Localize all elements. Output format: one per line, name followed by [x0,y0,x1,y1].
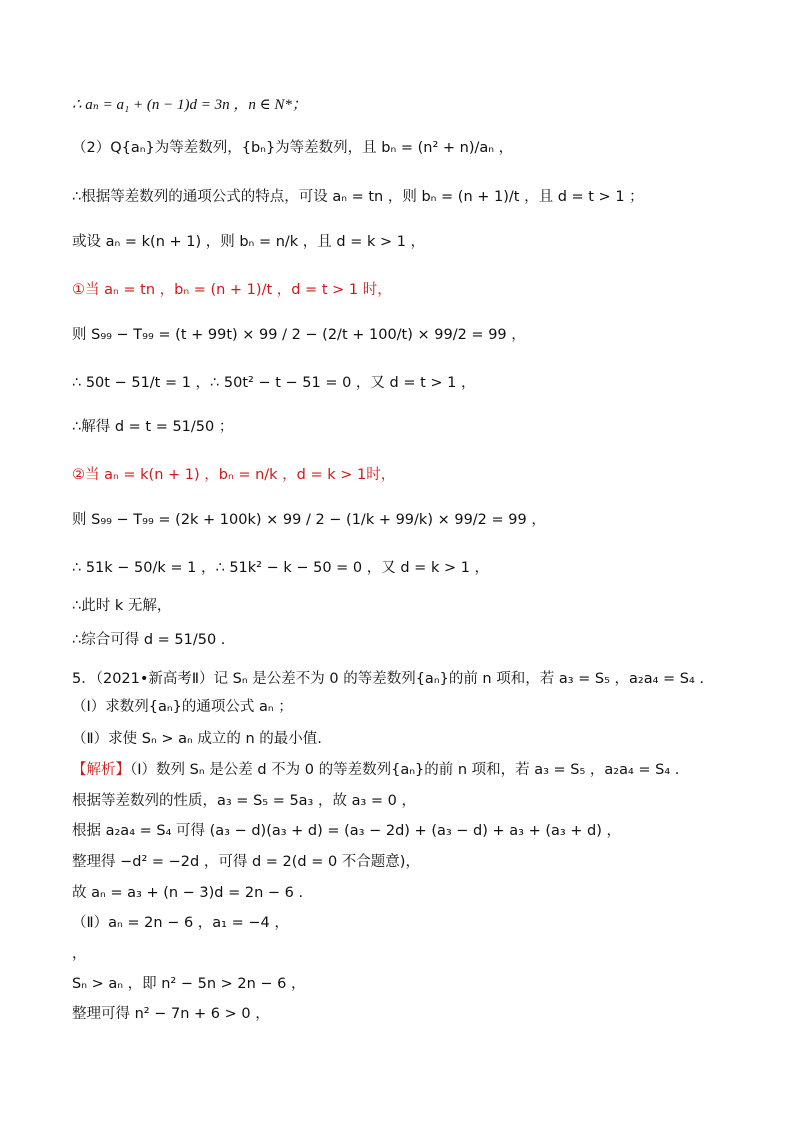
line-case2-no-solution: ∴此时 k 无解， [72,598,172,614]
line-assume-an-tn: ∴根据等差数列的通项公式的特点，可设 aₙ = tn ，则 bₙ = (n + 1)/t ，且 d = t > 1 ； [72,189,644,205]
line-case1-equation: ∴ 50t − 51/t = 1 ，∴ 50t² − t − 51 = 0 ，又 d = t > 1 ， [72,375,476,391]
line-comma: ， [72,946,87,962]
line-an-formula: ∴ aₙ = a₁ + (n − 1)d = 3n ，n ∈ N*； [72,97,307,113]
line-part2-an: （Ⅱ）aₙ = 2n − 6 ，a₁ = −4 ， [72,915,289,931]
line-a2a4-equation: 根据 a₂a₄ = S₄ 可得 (a₃ − d)(a₃ + d) = (a₃ − 2d) + (a₃ − d) + a₃ + (a₃ + d) ， [72,823,622,839]
line-sn-gt-an: Sₙ > aₙ ，即 n² − 5n > 2n − 6 ， [72,976,306,992]
line-case1-result: ∴解得 d = t = 51/50 ； [72,419,234,435]
line-question5-part1: （Ⅰ）求数列{aₙ}的通项公式 aₙ ； [72,699,293,715]
line-case2-equation: ∴ 51k − 50/k = 1 ，∴ 51k² − k − 50 = 0 ，又 d = k > 1 ， [72,560,490,576]
line-an-result: 故 aₙ = a₃ + (n − 3)d = 2n − 6 . [72,885,304,901]
line-part2-setup: （2）Q{aₙ}为等差数列，{bₙ}为等差数列，且 bₙ = (n² + n)/aₙ ， [72,140,514,156]
line-assume-an-kn1: 或设 aₙ = k(n + 1) ，则 bₙ = n/k ，且 d = k > 1 ， [72,234,426,250]
line-solution-intro [72,760,734,780]
solution-intro-rest: （Ⅰ）数列 Sₙ 是公差 d 不为 0 的等差数列{aₙ}的前 n 项和，若 a₃ = S₅ ，a₂a₄ = S₄ . [130,762,680,778]
line-question5-part2: （Ⅱ）求使 Sₙ > aₙ 成立的 n 的最小值. [72,731,322,747]
line-question5-stem: 5．（2021•新高考Ⅱ）记 Sₙ 是公差不为 0 的等差数列{aₙ}的前 n 项和，若 a₃ = S₅ ，a₂a₄ = S₄ . [72,671,705,687]
line-case2-sum: 则 S₉₉ − T₉₉ = (2k + 100k) × 99 / 2 − (1/k + 99/k) × 99/2 = 99 ， [72,512,546,528]
solution-tag: 【解析】 [72,762,130,778]
line-quadratic: 整理可得 n² − 7n + 6 > 0 ， [72,1006,270,1022]
line-solve-d: 整理得 −d² = −2d ，可得 d = 2(d = 0 不合题意)， [72,854,420,870]
line-property: 根据等差数列的性质，a₃ = S₅ = 5a₃ ，故 a₃ = 0 ， [72,793,416,809]
line-case1-heading: ①当 aₙ = tn ，bₙ = (n + 1)/t ，d = t > 1 时， [72,282,392,298]
line-conclusion: ∴综合可得 d = 51/50 . [72,632,226,648]
line-case2-heading: ②当 aₙ = k(n + 1) ，bₙ = n/k ，d = k > 1时， [72,467,396,483]
line-case1-sum: 则 S₉₉ − T₉₉ = (t + 99t) × 99 / 2 − (2/t + 100/t) × 99/2 = 99 ， [72,327,526,343]
